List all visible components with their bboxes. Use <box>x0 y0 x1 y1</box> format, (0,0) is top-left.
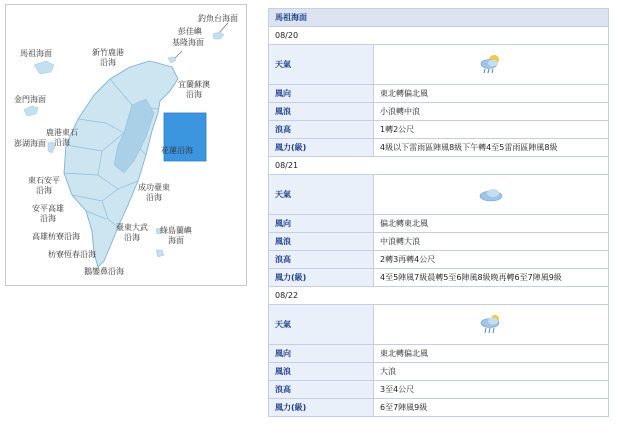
wave-height-value: 1轉2公尺 <box>374 121 609 139</box>
label-kinmen[interactable]: 金門海面 <box>14 95 46 104</box>
wind-force-value: 4至5陣風7級晨轉5至6陣風8級晚再轉6至7陣風9級 <box>374 269 609 287</box>
wave-value: 小浪轉中浪 <box>374 103 609 121</box>
wind-force-row <box>269 399 609 417</box>
wave-value: 大浪 <box>374 363 609 381</box>
label-fangliao[interactable]: 枋寮恆春沿海 <box>48 250 96 259</box>
wind-force-row <box>269 139 609 157</box>
wind-force-label: 風力(級) <box>269 269 374 287</box>
label-chenggong[interactable] <box>138 183 170 203</box>
cloudy-icon <box>478 186 504 202</box>
wind-direction-label: 風向 <box>269 85 374 103</box>
label-dongshi[interactable] <box>28 176 60 196</box>
forecast-date: 08/22 <box>269 287 609 305</box>
label-taitung[interactable] <box>116 223 148 243</box>
wave-height-label: 浪高 <box>269 251 374 269</box>
label-lukang-line2: 沿海 <box>54 138 70 147</box>
wave-row <box>269 103 609 121</box>
sea-area-map <box>5 4 247 286</box>
wind-force-label: 風力(級) <box>269 399 374 417</box>
label-keelung[interactable]: 基隆海面 <box>172 38 204 47</box>
label-chenggong-line1: 成功臺東 <box>138 183 170 192</box>
label-lukang[interactable] <box>46 128 78 148</box>
date-row <box>269 157 609 175</box>
wave-label: 風浪 <box>269 233 374 251</box>
weather-label: 天氣 <box>269 305 374 345</box>
wave-label: 風浪 <box>269 103 374 121</box>
wind-force-row <box>269 269 609 287</box>
wind-direction-label: 風向 <box>269 345 374 363</box>
wind-direction-label: 風向 <box>269 215 374 233</box>
label-yilan-line1: 宜蘭蘇澳 <box>178 80 210 89</box>
label-chenggong-line2: 沿海 <box>146 193 162 202</box>
wave-height-row <box>269 381 609 399</box>
wave-height-label: 浪高 <box>269 121 374 139</box>
label-mazu[interactable]: 馬祖海面 <box>20 49 52 58</box>
date-row <box>269 27 609 45</box>
label-anping-line1: 安平高雄 <box>32 204 64 213</box>
label-dongshi-line1: 東石安平 <box>28 176 60 185</box>
label-anping-line2: 沿海 <box>40 214 56 223</box>
date-row <box>269 287 609 305</box>
wind-force-label: 風力(級) <box>269 139 374 157</box>
forecast-date: 08/20 <box>269 27 609 45</box>
label-ludao-line1: 綠島蘭嶼 <box>160 226 192 235</box>
label-eluanbi[interactable]: 鵝鑾鼻沿海 <box>84 267 124 276</box>
wind-direction-row <box>269 215 609 233</box>
region-title: 馬祖海面 <box>269 9 609 27</box>
diaoyutai-island[interactable] <box>213 32 224 39</box>
wave-row <box>269 233 609 251</box>
wave-height-label: 浪高 <box>269 381 374 399</box>
weather-row <box>269 45 609 85</box>
weather-row <box>269 305 609 345</box>
label-dongshi-line2: 沿海 <box>36 186 52 195</box>
wave-height-value: 2轉3再轉4公尺 <box>374 251 609 269</box>
wave-value: 中浪轉大浪 <box>374 233 609 251</box>
label-ludao[interactable] <box>160 226 192 246</box>
label-yilan[interactable] <box>178 80 210 100</box>
label-yilan-line2: 沿海 <box>186 90 202 99</box>
cloudy-rain-icon <box>478 313 504 335</box>
partly-cloudy-rain-icon <box>478 53 504 75</box>
wave-height-value: 3至4公尺 <box>374 381 609 399</box>
wind-direction-value: 偏北轉東北風 <box>374 215 609 233</box>
label-gaofang[interactable]: 高雄枋寮沿海 <box>32 232 80 241</box>
label-hualien[interactable]: 花蓮沿海 <box>161 146 193 155</box>
kinmen-island[interactable] <box>24 106 38 116</box>
weather-row <box>269 175 609 215</box>
forecast-date: 08/21 <box>269 157 609 175</box>
wind-direction-row <box>269 345 609 363</box>
wave-height-row <box>269 121 609 139</box>
wave-label: 風浪 <box>269 363 374 381</box>
region-header-row <box>269 9 609 27</box>
pengjia-island[interactable] <box>168 57 176 63</box>
weather-label: 天氣 <box>269 45 374 85</box>
lanyu-island[interactable] <box>156 250 164 257</box>
label-pengjia[interactable]: 彭佳嶼 <box>178 27 202 36</box>
wind-direction-row <box>269 85 609 103</box>
wave-height-row <box>269 251 609 269</box>
label-ludao-line2: 海面 <box>168 236 184 245</box>
label-anping[interactable] <box>32 204 64 224</box>
label-hsinchu[interactable] <box>92 48 124 68</box>
wind-force-value: 4級以下雷雨區陣風8級下午轉4至5雷雨區陣風8級 <box>374 139 609 157</box>
wind-direction-value: 東北轉偏北風 <box>374 85 609 103</box>
forecast-table <box>268 8 609 417</box>
mazu-island[interactable] <box>34 61 54 74</box>
weather-label: 天氣 <box>269 175 374 215</box>
label-hsinchu-line1: 新竹鹿港 <box>92 48 124 57</box>
label-lukang-line1: 鹿港東石 <box>46 128 78 137</box>
label-taitung-line2: 沿海 <box>124 233 140 242</box>
wind-direction-value: 東北轉偏北風 <box>374 345 609 363</box>
label-taitung-line1: 臺東大武 <box>116 223 148 232</box>
label-diaoyutai[interactable]: 釣魚台海面 <box>198 14 238 23</box>
label-hsinchu-line2: 沿海 <box>100 58 116 67</box>
wind-force-value: 6至7陣風9級 <box>374 399 609 417</box>
label-penghu[interactable]: 澎湖海面 <box>14 139 46 148</box>
wave-row <box>269 363 609 381</box>
